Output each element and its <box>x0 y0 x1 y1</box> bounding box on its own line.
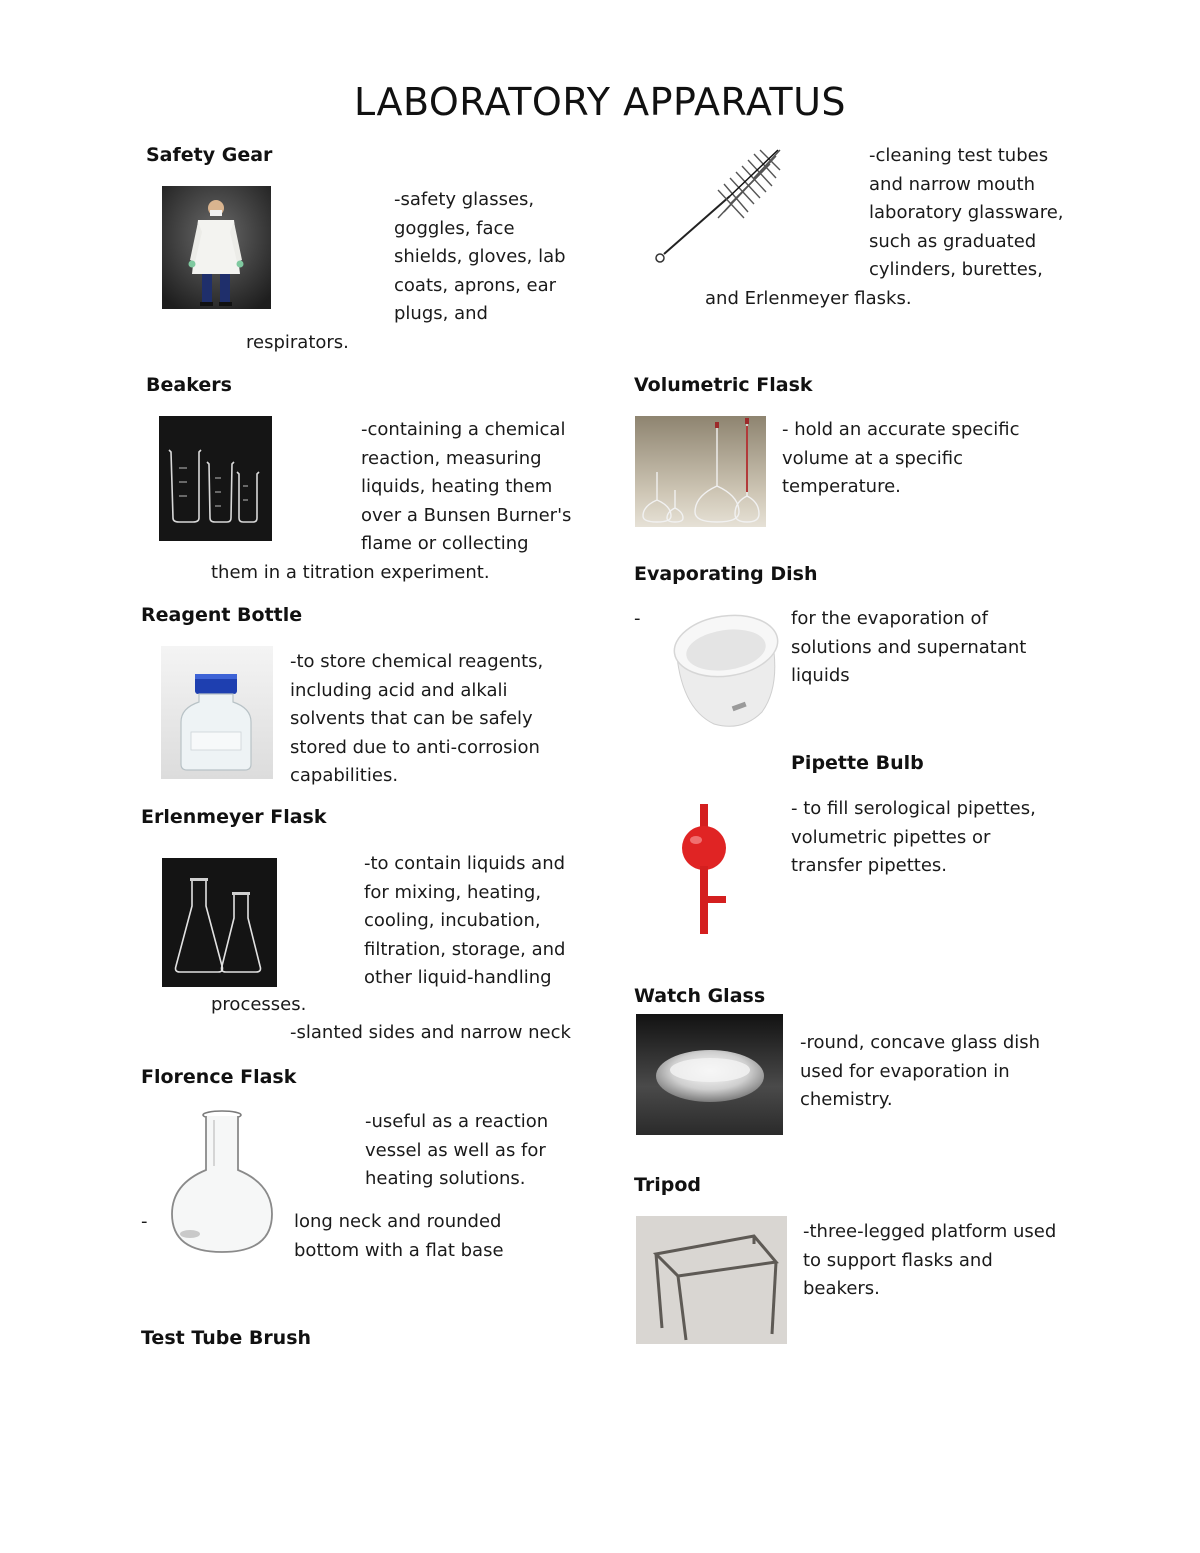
florence-flask-image <box>166 1108 278 1256</box>
pipette-bulb-image <box>670 800 740 938</box>
erlenmeyer-flask-heading: Erlenmeyer Flask <box>141 806 327 828</box>
test-tube-brush-image <box>648 142 784 266</box>
pipette-bulb-description: - to fill serological pipettes, volumetric pipettes or transfer pipettes. <box>791 798 1036 876</box>
tripod-description: -three-legged platform used to support flasks and beakers. <box>803 1221 1057 1299</box>
tripod-image <box>636 1216 787 1344</box>
evaporating-dish-heading: Evaporating Dish <box>634 563 818 585</box>
watch-glass-description: -round, concave glass dish used for evaporation in chemistry. <box>800 1032 1041 1110</box>
volumetric-flask-heading: Volumetric Flask <box>634 374 813 396</box>
test-tube-brush-description-tail: and Erlenmeyer flasks. <box>705 288 912 309</box>
reagent-bottle-heading: Reagent Bottle <box>141 604 303 626</box>
safety-gear-description-tail: respirators. <box>246 332 349 353</box>
volumetric-flask-image <box>635 416 766 527</box>
reagent-bottle-description: -to store chemical reagents, including acid and alkali solvents that can be safely stored due to anti-corrosion capabilities. <box>290 651 544 786</box>
watch-glass-image <box>636 1014 783 1135</box>
safety-gear-heading: Safety Gear <box>146 144 273 166</box>
evaporating-dish-image <box>666 612 782 730</box>
safety-gear-image <box>162 186 271 309</box>
florence-flask-description: -useful as a reaction vessel as well as for heating solutions. <box>365 1111 549 1189</box>
beakers-description-tail: them in a titration experiment. <box>211 562 490 583</box>
florence-flask-dash: - <box>141 1211 148 1232</box>
reagent-bottle-image <box>161 646 273 779</box>
pipette-bulb-heading: Pipette Bulb <box>791 752 924 774</box>
beakers-heading: Beakers <box>146 374 232 396</box>
evaporating-dish-description: for the evaporation of solutions and supernatant liquids <box>791 608 1027 686</box>
safety-gear-description: -safety glasses, goggles, face shields, gloves, lab coats, aprons, ear plugs, and <box>394 189 566 324</box>
florence-flask-extra: long neck and rounded bottom with a flat base <box>294 1211 504 1261</box>
erlenmeyer-flask-description: -to contain liquids and for mixing, heating, cooling, incubation, filtration, storage, and other liquid-handling <box>364 853 566 988</box>
beakers-description: -containing a chemical reaction, measuring liquids, heating them over a Bunsen Burner's flame or collecting <box>361 419 572 554</box>
tripod-heading: Tripod <box>634 1174 702 1196</box>
erlenmeyer-flask-description-tail: processes. <box>211 994 307 1015</box>
florence-flask-heading: Florence Flask <box>141 1066 297 1088</box>
erlenmeyer-flask-image <box>162 858 277 987</box>
page-title: LABORATORY APPARATUS <box>353 80 847 124</box>
volumetric-flask-description: - hold an accurate specific volume at a specific temperature. <box>782 419 1020 497</box>
watch-glass-heading: Watch Glass <box>634 985 766 1007</box>
test-tube-brush-heading: Test Tube Brush <box>141 1327 312 1349</box>
test-tube-brush-description: -cleaning test tubes and narrow mouth laboratory glassware, such as graduated cylinders, burettes, <box>869 145 1064 280</box>
erlenmeyer-flask-extra: -slanted sides and narrow neck <box>290 1022 571 1043</box>
beakers-image <box>159 416 272 541</box>
evaporating-dish-dash: - <box>634 608 641 629</box>
